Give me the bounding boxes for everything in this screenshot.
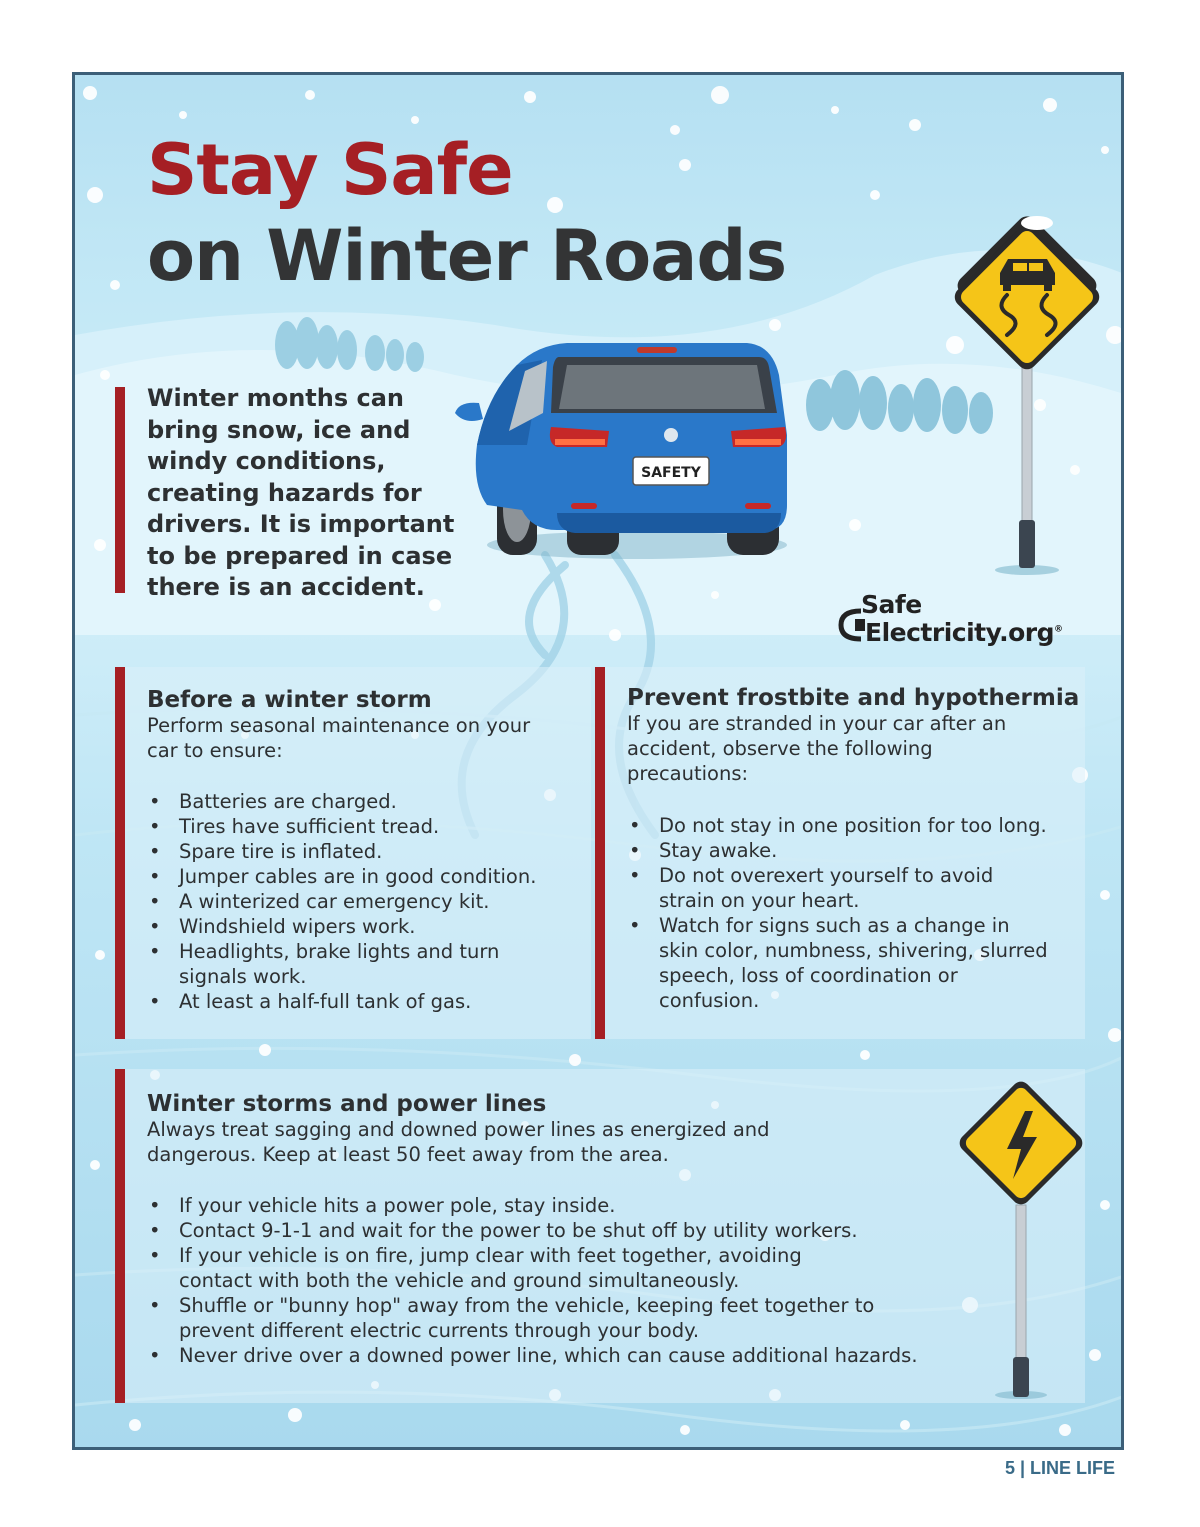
power-lines-heading: Winter storms and power lines: [147, 1091, 547, 1117]
list-item: • Batteries are charged.: [147, 789, 587, 814]
slippery-road-sign-icon: [945, 215, 1110, 575]
list-item: • Watch for signs such as a change in skin color, numbness, shivering, slurred speech, loss of coordination or confusion.: [627, 913, 1049, 1013]
logo-line-2: [865, 618, 1063, 647]
before-storm-text: Perform seasonal maintenance on your car to ensure:: [147, 714, 531, 762]
high-voltage-sign-icon: [951, 1075, 1091, 1400]
page-footer: 5 | LINE LIFE: [1005, 1458, 1116, 1478]
before-storm-accent-bar: [115, 667, 125, 1039]
list-item: • Never drive over a downed power line, which can cause additional hazards.: [147, 1343, 977, 1368]
frostbite-text: If you are stranded in your car after an accident, observe the following precautions:: [627, 712, 1007, 785]
list-item: • Stay awake.: [627, 838, 1077, 863]
list-item: • Headlights, brake lights and turn signals work.: [147, 939, 539, 989]
logo-line-1: Safe: [861, 590, 922, 619]
title-line-2: on Winter Roads: [147, 215, 787, 297]
title-line-1: Stay Safe: [147, 129, 513, 211]
registered-mark: ®: [1054, 624, 1063, 635]
license-plate-text: SAFETY: [641, 465, 701, 481]
frostbite-heading: Prevent frostbite and hypothermia: [627, 685, 1080, 711]
list-item: • If your vehicle is on fire, jump clear with feet together, avoiding contact with both the vehicle and ground simultaneously.: [147, 1243, 859, 1293]
intro-accent-bar: [115, 387, 125, 593]
intro-text: Winter months can bring snow, ice and windy conditions, creating hazards for drivers. It is important to be prepared in case there is an accident.: [147, 384, 455, 601]
list-item: • Spare tire is inflated.: [147, 839, 587, 864]
list-item: • Do not overexert yourself to avoid strain on your heart.: [627, 863, 1019, 913]
list-item: • A winterized car emergency kit.: [147, 889, 587, 914]
plug-icon: [835, 605, 867, 645]
power-lines-text: Always treat sagging and downed power lines as energized and dangerous. Keep at least 50 feet away from the area.: [147, 1118, 770, 1166]
infographic-frame: [72, 72, 1124, 1450]
logo-domain: Electricity.org: [865, 618, 1055, 647]
power-lines-list: [147, 1193, 977, 1368]
list-item: • Shuffle or "bunny hop" away from the vehicle, keeping feet together to prevent different electric currents through your body.: [147, 1293, 879, 1343]
list-item: • Jumper cables are in good condition.: [147, 864, 587, 889]
power-lines-accent-bar: [115, 1069, 125, 1403]
list-item: • At least a half-full tank of gas.: [147, 989, 587, 1014]
before-storm-heading: Before a winter storm: [147, 687, 432, 713]
list-item: • Windshield wipers work.: [147, 914, 587, 939]
frostbite-list: [627, 813, 1077, 1013]
before-storm-list: [147, 789, 587, 1014]
list-item: • If your vehicle hits a power pole, stay inside.: [147, 1193, 977, 1218]
blue-car-illustration: [447, 335, 787, 565]
list-item: • Tires have sufficient tread.: [147, 814, 587, 839]
frostbite-accent-bar: [595, 667, 605, 1039]
list-item: • Do not stay in one position for too long.: [627, 813, 1077, 838]
list-item: • Contact 9-1-1 and wait for the power to be shut off by utility workers.: [147, 1218, 977, 1243]
